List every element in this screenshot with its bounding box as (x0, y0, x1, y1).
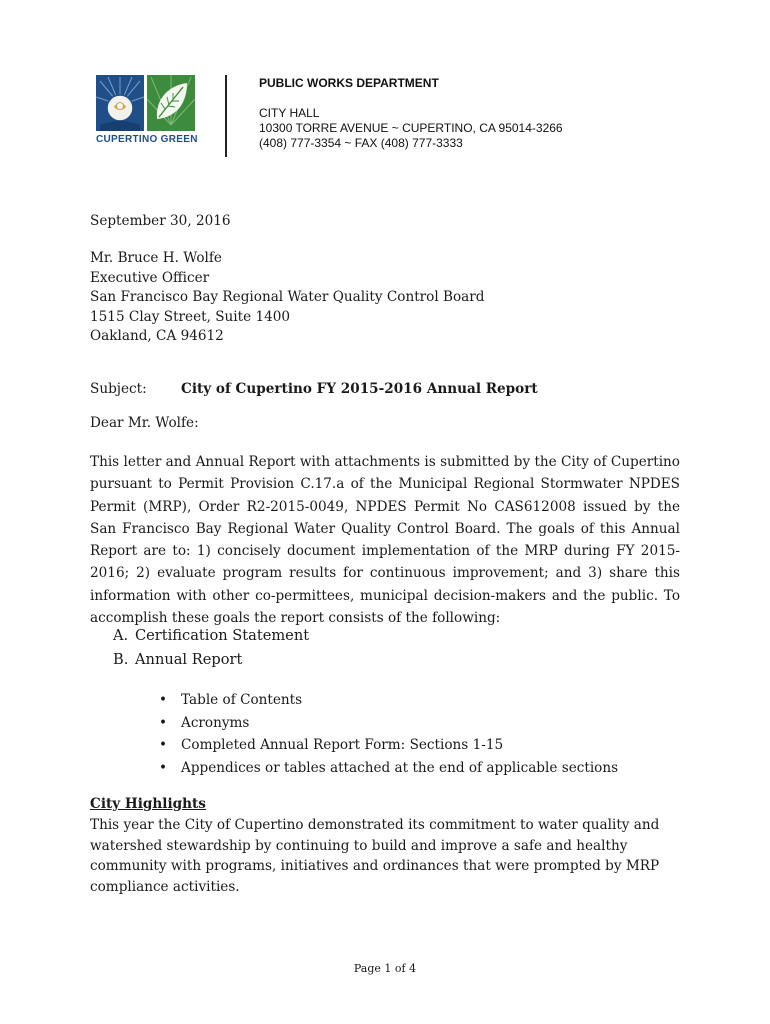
logo-wordmark: CUPERTINO GREEN (96, 134, 198, 145)
bullet-icon: • (159, 737, 168, 753)
subject-label: Subject: (90, 381, 147, 397)
recipient-name: Mr. Bruce H. Wolfe (90, 250, 222, 266)
item-text: Annual Report (135, 651, 243, 668)
header-divider (225, 75, 227, 157)
list-item-text: Acronyms (181, 714, 250, 731)
list-item-text: Completed Annual Report Form: Sections 1-15 (181, 737, 504, 753)
bullet-list (159, 689, 618, 779)
phone-fax-line: (408) 777-3354 ~ FAX (408) 777-3333 (259, 136, 463, 150)
bullet-icon: • (159, 759, 168, 776)
leaf-icon (147, 75, 195, 131)
subject-text: City of Cupertino FY 2015-2016 Annual Report (181, 381, 538, 397)
item-letter: B. (113, 651, 129, 668)
list-item (159, 712, 618, 735)
salutation: Dear Mr. Wolfe: (90, 415, 199, 431)
cupertino-green-logo (96, 75, 200, 153)
department-title: PUBLIC WORKS DEPARTMENT (259, 76, 439, 90)
highlights-paragraph: This year the City of Cupertino demonstrated its commitment to water quality and watershed stewardship by continuing to build and improve a safe and healthy community with programs, initiatives and ordinances that were prompted by MRP compliance activities. (90, 817, 660, 895)
lettered-item (113, 624, 309, 648)
recipient-block (90, 249, 485, 347)
intro-paragraph: This letter and Annual Report with attachments is submitted by the City of Cupertino pursuant to Permit Provision C.17.a of the Municipal Regional Stormwater NPDES Permit (MRP), Order R2-2015-0049, NPDES Permit No CAS612008 issued by the San Francisco Bay Regional Water Quality Control Board. The goals of this Annual Report are to: 1) concisely document implementation of the MRP during FY 2015-2016; 2) evaluate program results for continuous improvement; and 3) share this information with other co-permittees, municipal decision-makers and the public. To accomplish these goals the report consists of the following: (90, 454, 680, 627)
address-line-1: CITY HALL (259, 106, 320, 120)
bullet-icon: • (159, 714, 168, 731)
highlights-heading: City Highlights (90, 796, 206, 812)
page-number: Page 1 of 4 (353, 962, 417, 975)
letter-date: September 30, 2016 (90, 213, 231, 229)
list-item (159, 734, 618, 757)
recipient-org: San Francisco Bay Regional Water Quality Control Board (90, 289, 485, 305)
city-seal-icon (96, 75, 144, 131)
recipient-city: Oakland, CA 94612 (90, 328, 224, 344)
recipient-street: 1515 Clay Street, Suite 1400 (90, 308, 291, 325)
recipient-title: Executive Officer (90, 269, 210, 286)
list-item (159, 689, 618, 712)
lettered-list (113, 624, 309, 672)
list-item-text: Appendices or tables attached at the end of applicable sections (181, 759, 619, 776)
address-line-2: 10300 TORRE AVENUE ~ CUPERTINO, CA 95014-3266 (259, 121, 563, 135)
list-item-text: Table of Contents (181, 692, 303, 708)
list-item (159, 757, 618, 780)
item-letter: A. (113, 627, 129, 644)
lettered-item (113, 648, 309, 672)
bullet-icon: • (159, 692, 168, 708)
item-text: Certification Statement (135, 627, 310, 644)
